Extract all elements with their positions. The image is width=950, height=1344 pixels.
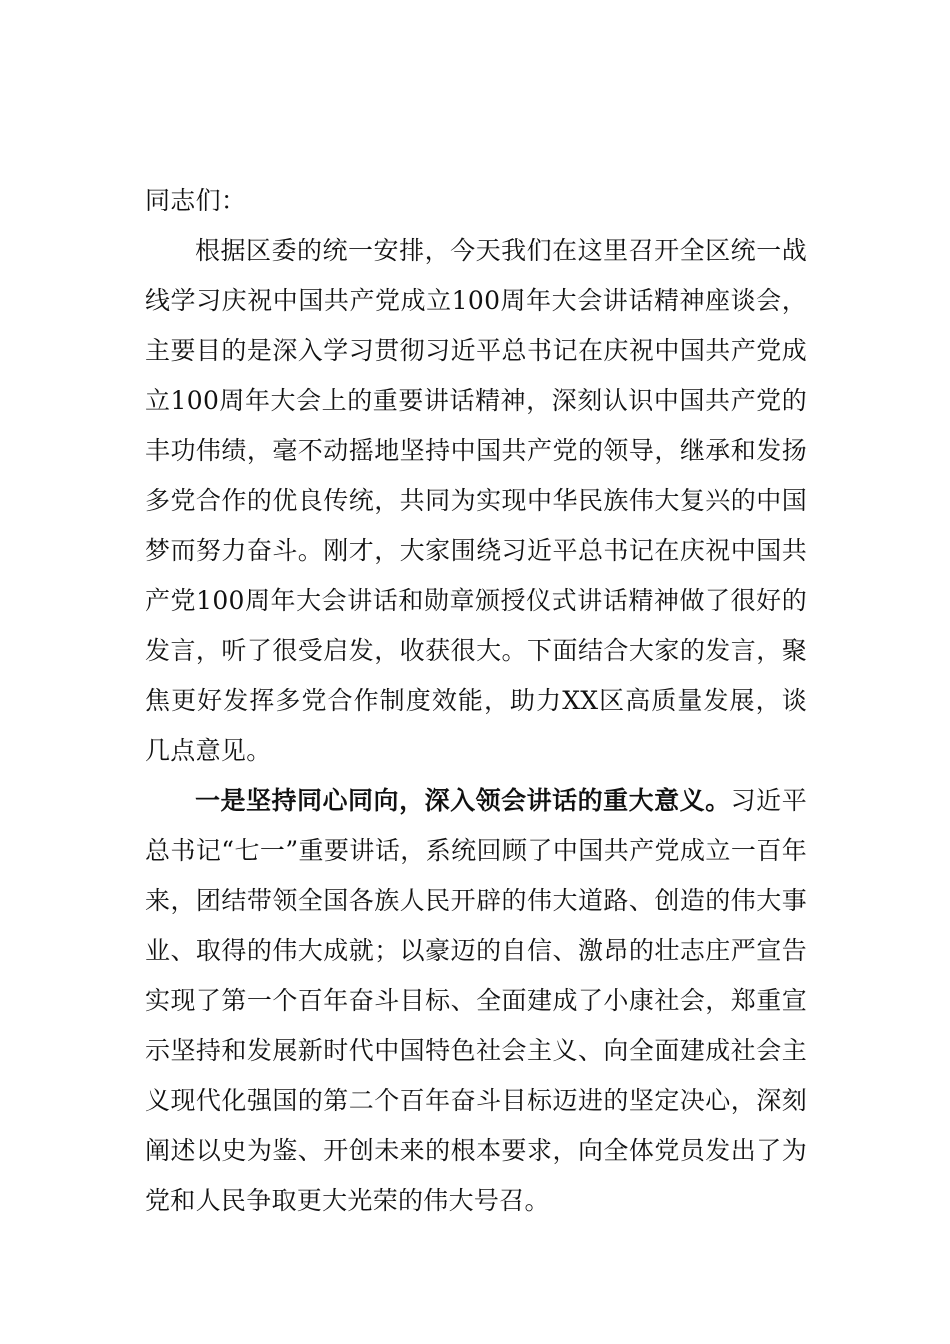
paragraph-point-one-heading: 一是坚持同心同向，深入领会讲话的重大意义。 [195,786,731,815]
paragraph-point-one [145,776,807,1226]
salutation: 同志们： [145,186,247,215]
document-body [145,176,807,1226]
paragraph-point-one-text: 习近平总书记“七一”重要讲话，系统回顾了中国共产党成立一百年来，团结带领全国各族人民开辟的伟大道路、创造的伟大事业、取得的伟大成就；以豪迈的自信、激昂的壮志庄严宣告实现了第一个百年奋斗目标、全面建成了小康社会，郑重宣示坚持和发展新时代中国特色社会主义、向全面建成社会主义现代化强国的第二个百年奋斗目标迈进的坚定决心，深刻阐述以史为鉴、开创未来的根本要求，向全体党员发出了为党和人民争取更大光荣的伟大号召。 [145,786,807,1215]
paragraph-intro-text: 根据区委的统一安排，今天我们在这里召开全区统一战线学习庆祝中国共产党成立100周年大会讲话精神座谈会，主要目的是深入学习贯彻习近平总书记在庆祝中国共产党成立100周年大会上的重要讲话精神，深刻认识中国共产党的丰功伟绩，毫不动摇地坚持中国共产党的领导，继承和发扬多党合作的优良传统，共同为实现中华民族伟大复兴的中国梦而努力奋斗。刚才，大家围绕习近平总书记在庆祝中国共产党100周年大会讲话和勋章颁授仪式讲话精神做了很好的发言，听了很受启发，收获很大。下面结合大家的发言，聚焦更好发挥多党合作制度效能，助力XX区高质量发展，谈几点意见。 [145,236,807,765]
paragraph-intro [145,226,807,776]
